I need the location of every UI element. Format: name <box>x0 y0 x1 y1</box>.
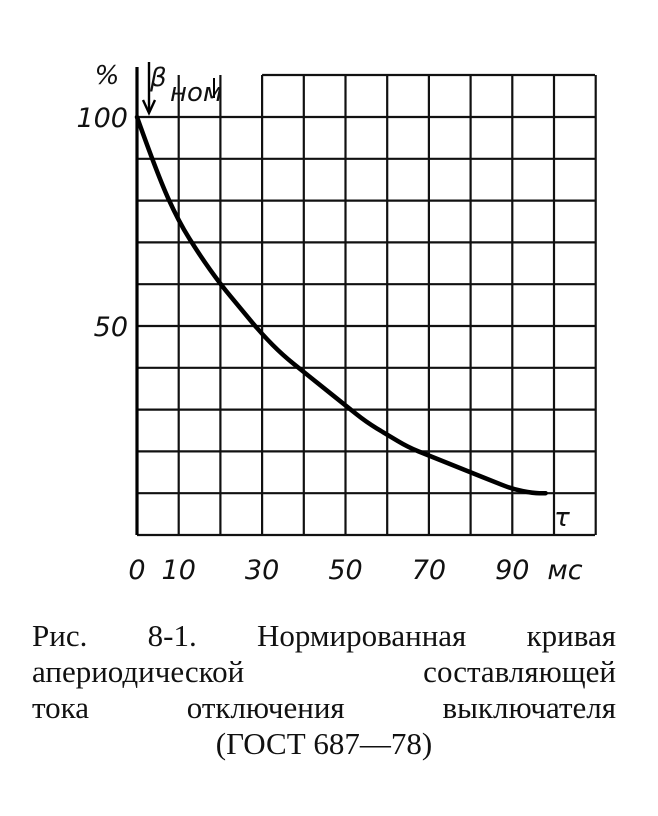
caption-line: Рис. 8-1. Нормированная кривая <box>32 618 616 653</box>
chart-marks <box>137 117 546 493</box>
y-tick-label: 50 <box>93 312 128 343</box>
caption-line: тока отключения выключателя <box>32 690 616 725</box>
figure-caption <box>32 618 616 762</box>
caption-line: (ГОСТ 687—78) <box>215 726 433 761</box>
beta-nom-subscript: ном <box>170 78 223 108</box>
chart-labels <box>76 61 582 586</box>
beta-nom-label: β <box>150 63 167 93</box>
x-tick-label: 30 <box>244 555 280 586</box>
x-axis-symbol: τ <box>554 503 570 533</box>
x-tick-label: 90 <box>495 555 530 586</box>
caption-line: апериодической составляющей <box>32 654 616 689</box>
x-unit-label: мс <box>547 555 583 586</box>
x-tick-label: 50 <box>328 555 363 586</box>
data-series-curve <box>137 117 546 493</box>
y-axis-label: % <box>94 61 120 91</box>
x-tick-label: 0 <box>128 555 146 586</box>
y-tick-label: 100 <box>76 103 128 134</box>
x-tick-label: 70 <box>411 555 447 586</box>
x-tick-label: 10 <box>161 555 196 586</box>
chart-grid <box>137 67 596 535</box>
